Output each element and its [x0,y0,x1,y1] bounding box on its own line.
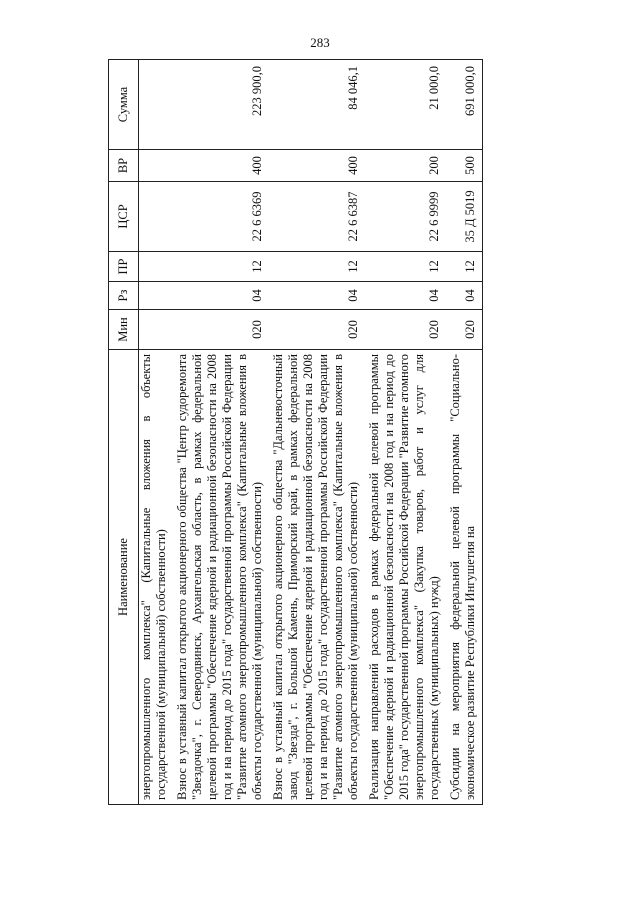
row-name: Субсидии на мероприятия федеральной целевой программы "Социально-экономическое развитие Республики Ингушетия на [446,350,483,805]
table-header-row [109,60,139,805]
row-min: 020 [446,310,483,350]
row-min: 020 [269,310,365,350]
row-sum [139,60,174,150]
row-name: Взнос в уставный капитал открытого акционерного общества "Центр судоремонта "Звездочка", г. Северодвинск, Архангельская область, в рамках федеральной целевой программы "Обеспечение ядерной и радиационной безопасности на 2008 год и на период до 2015 года" государственной программы Российской Федерации "Развитие атомного энергопромышленного комплекса" (Капитальные вложения в объекты государственной (муниципальной) собственности) [173,350,269,805]
row-pr: 12 [446,252,483,282]
header-sum: Сумма [109,60,139,150]
row-min [139,310,174,350]
row-pr: 12 [269,252,365,282]
row-sum: 223 900,0 [173,60,269,150]
row-vr: 400 [173,150,269,182]
row-csr [139,182,174,252]
header-pr: ПР [109,252,139,282]
row-name: энергопромышленного комплекса" (Капитальные вложения в объекты государственной (муниципальной) собственности) [139,350,174,805]
row-csr: 22 6 6369 [173,182,269,252]
row-rz: 04 [269,282,365,310]
row-vr [139,150,174,182]
table-row [173,60,269,805]
row-rz [139,282,174,310]
row-vr: 200 [365,150,446,182]
header-vr: ВР [109,150,139,182]
table-row [446,60,483,805]
header-name: Наименование [109,350,139,805]
row-vr: 500 [446,150,483,182]
row-pr [139,252,174,282]
header-min: Мин [109,310,139,350]
row-pr: 12 [173,252,269,282]
row-rz: 04 [365,282,446,310]
budget-table [108,59,483,805]
row-sum: 21 000,0 [365,60,446,150]
header-csr: ЦСР [109,182,139,252]
row-min: 020 [365,310,446,350]
row-min: 020 [173,310,269,350]
row-csr: 22 6 9999 [365,182,446,252]
row-sum: 84 046,1 [269,60,365,150]
row-csr: 22 6 6387 [269,182,365,252]
row-csr: 35 Д 5019 [446,182,483,252]
row-name: Реализация направлений расходов в рамках федеральной целевой программы "Обеспечение ядерной и радиационной безопасности на 2008 год и на период до 2015 года" государственной программы Российской Федерации "Развитие атомного энергопромышленного комплекса" (Закупка товаров, работ и услуг для государственных (муниципальных) нужд) [365,350,446,805]
table-row [365,60,446,805]
header-rz: Рз [109,282,139,310]
row-rz: 04 [446,282,483,310]
page-number: 283 [310,35,330,50]
row-pr: 12 [365,252,446,282]
row-rz: 04 [173,282,269,310]
rotated-landscape-page [108,60,603,805]
row-vr: 400 [269,150,365,182]
row-sum: 691 000,0 [446,60,483,150]
row-name: Взнос в уставный капитал открытого акционерного общества "Дальневосточный завод "Звезда", г. Большой Камень, Приморский край, в рамках федеральной целевой программы "Обеспечение ядерной и радиационной безопасности на 2008 год и на период до 2015 года" государственной программы Российской Федерации "Развитие атомного энергопромышленного комплекса" (Капитальные вложения в объекты государственной (муниципальной) собственности) [269,350,365,805]
table-row [269,60,365,805]
table-row [139,60,174,805]
